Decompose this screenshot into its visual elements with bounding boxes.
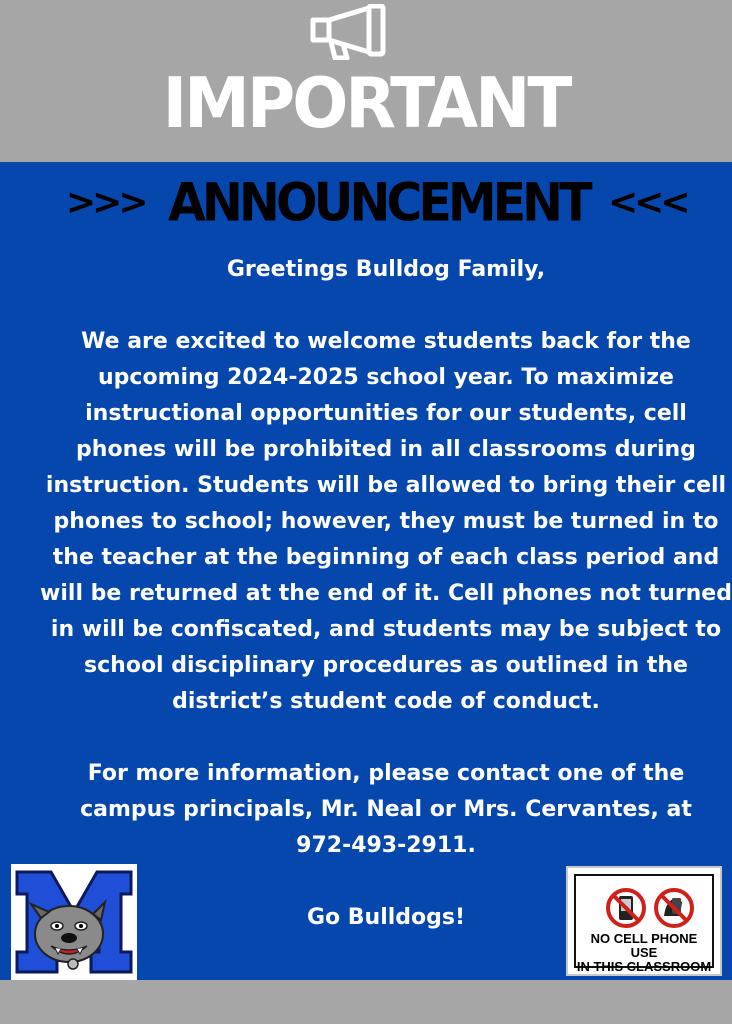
header-band: [0, 0, 732, 162]
greeting: Greetings Bulldog Family,: [226, 257, 546, 282]
bulldog-m-icon: [11, 864, 137, 980]
bulldog-logo: [11, 864, 137, 980]
header-title: IMPORTANT: [162, 63, 570, 144]
left-arrows-icon: >>>: [66, 182, 145, 223]
sign-line-1: NO CELL PHONE USE: [590, 931, 698, 960]
contact-paragraph: For more information, please contact one of the campus principals, Mr. Neal or Mrs. Cervantes, at 972-493-2911.: [80, 761, 692, 858]
sign-line-2: IN THIS CLASSROOM: [576, 959, 712, 974]
announcement-banner: [0, 170, 732, 240]
no-cell-phone-sign: [566, 866, 722, 976]
right-arrows-icon: <<<: [608, 182, 687, 223]
no-phone-icon: [602, 886, 702, 932]
signoff: Go Bulldogs!: [306, 905, 466, 930]
announcement-title: ANNOUNCEMENT: [168, 171, 589, 234]
announcement-body: [40, 252, 732, 936]
footer-band: [0, 980, 732, 1024]
policy-paragraph: We are excited to welcome students back for the upcoming 2024-2025 school year. To maximize instructional opportunities for our students, cell phones will be prohibited in all classrooms during instruction. Students will be allowed to bring their cell phones to school; however, they must be turned in to the teacher at the beginning of each class period and will be returned at the end of it. Cell phones not turned in will be confiscated, and students may be subject to school disciplinary procedures as outlined in the district’s student code of conduct.: [40, 329, 732, 714]
sign-text: [576, 932, 712, 974]
megaphone-icon: [309, 4, 391, 60]
